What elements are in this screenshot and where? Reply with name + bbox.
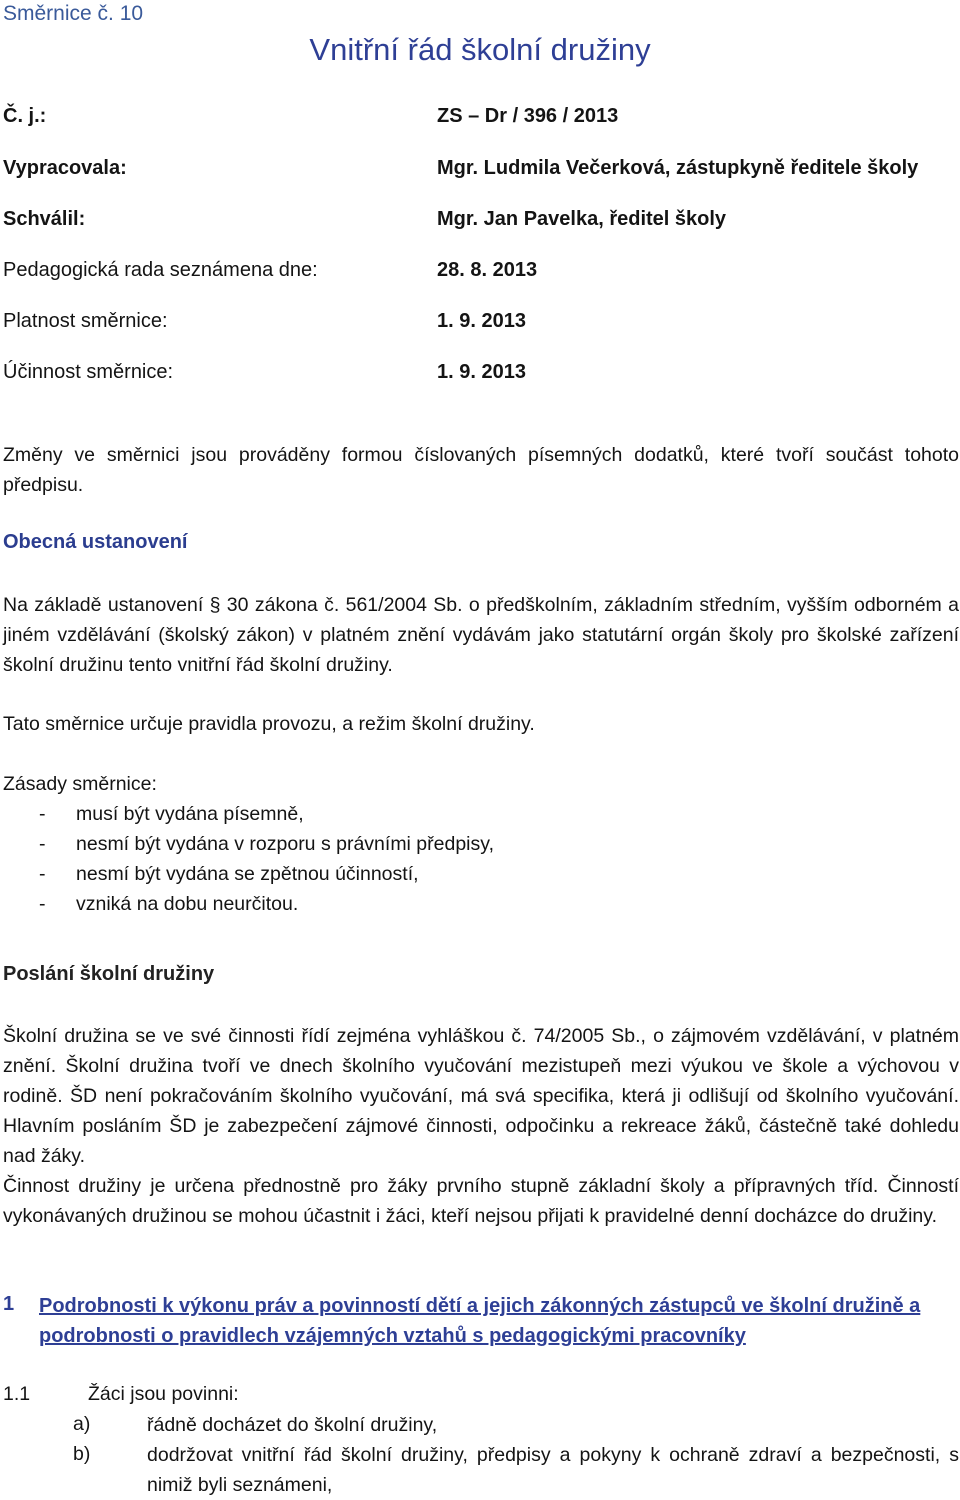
list-item-text: musí být vydána písemně, [76,803,304,825]
principles-list [3,799,494,919]
subsection-title: Žáci jsou povinni: [88,1383,239,1405]
heading-mission: Poslání školní družiny [3,963,215,985]
general-paragraph-2: Tato směrnice určuje pravidla provozu, a režim školní družiny. [3,713,535,735]
section-title: Podrobnosti k výkonu práv a povinností dětí a jejich zákonných zástupců ve školní družině a podrobnosti o pravidlech vzájemných vztahů s pedagogickými pracovníky [39,1295,921,1347]
meta-value-approved: Mgr. Jan Pavelka, ředitel školy [437,208,727,230]
dash-bullet: - [39,803,46,825]
item-letter-b: b) [73,1443,91,1465]
meta-label-ref: Č. j.: [3,105,47,127]
meta-label-validity: Platnost směrnice: [3,310,168,332]
mission-paragraph-1: Školní družina se ve své činnosti řídí zejména vyhláškou č. 74/2005 Sb., o zájmovém vzdělávání, v platném znění. Školní družina tvoří ve dnech školního vyučování mezistupeň mezi výukou ve škole a výchovou v rodině. ŠD není pokračováním školního vyučování, má svá specifika, která ji odlišují od školního vyučování. Hlavním posláním ŠD je zabezpečení zájmové činnosti, odpočinku a rekreace žáků, částečně také dohledu nad žáky. [3,1025,959,1167]
section-number: 1 [3,1293,15,1315]
mission-paragraph-2: Činnost družiny je určena přednostně pro žáky prvního stupně základní školy a přípravných tříd. Činností vykonávaných družinou se mohou účastnit i žáci, kteří nejsou přijati k pravidelné denní docházce do družiny. [3,1175,959,1227]
subsection-number: 1.1 [3,1383,31,1405]
list-item [3,889,494,919]
item-text-b: dodržovat vnitřní řád školní družiny, předpisy a pokyny k ochraně zdraví a bezpečnosti, s nimiž byli seznámeni, [147,1444,959,1496]
list-item [3,829,494,859]
general-paragraph-1: Na základě ustanovení § 30 zákona č. 561/2004 Sb. o předškolním, základním středním, vyšším odborném a jiném vzdělávání (školský zákon) v platném znění vydávám jako statutární orgán školy pro školské zařízení školní družinu tento vnitřní řád školní družiny. [3,594,959,676]
document-title: Vnitřní řád školní družiny [309,32,651,67]
dash-bullet: - [39,833,46,855]
meta-label-approved: Schválil: [3,208,86,230]
list-item-text: nesmí být vydána v rozporu s právními předpisy, [76,833,494,855]
changes-note: Změny ve směrnici jsou prováděny formou číslovaných písemných dodatků, které tvoří součást tohoto předpisu. [3,444,959,496]
meta-value-validity: 1. 9. 2013 [437,310,526,332]
principles-label: Zásady směrnice: [3,773,157,795]
item-text-a: řádně docházet do školní družiny, [147,1414,438,1436]
meta-value-effect: 1. 9. 2013 [437,361,526,383]
list-item [3,859,494,889]
meta-label-author: Vypracovala: [3,157,127,179]
meta-value-ref: ZS – Dr / 396 / 2013 [437,105,619,127]
heading-general: Obecná ustanovení [3,531,188,553]
meta-label-council: Pedagogická rada seznámena dne: [3,259,318,281]
list-item-text: nesmí být vydána se zpětnou účinností, [76,863,419,885]
list-item-text: vzniká na dobu neurčitou. [76,893,299,915]
meta-value-council: 28. 8. 2013 [437,259,538,281]
meta-label-effect: Účinnost směrnice: [3,361,174,383]
meta-value-author: Mgr. Ludmila Večerková, zástupkyně ředitele školy [437,157,919,179]
dash-bullet: - [39,863,46,885]
item-letter-a: a) [73,1413,91,1435]
dash-bullet: - [39,893,46,915]
list-item [3,799,494,829]
document-id: Směrnice č. 10 [3,2,144,25]
